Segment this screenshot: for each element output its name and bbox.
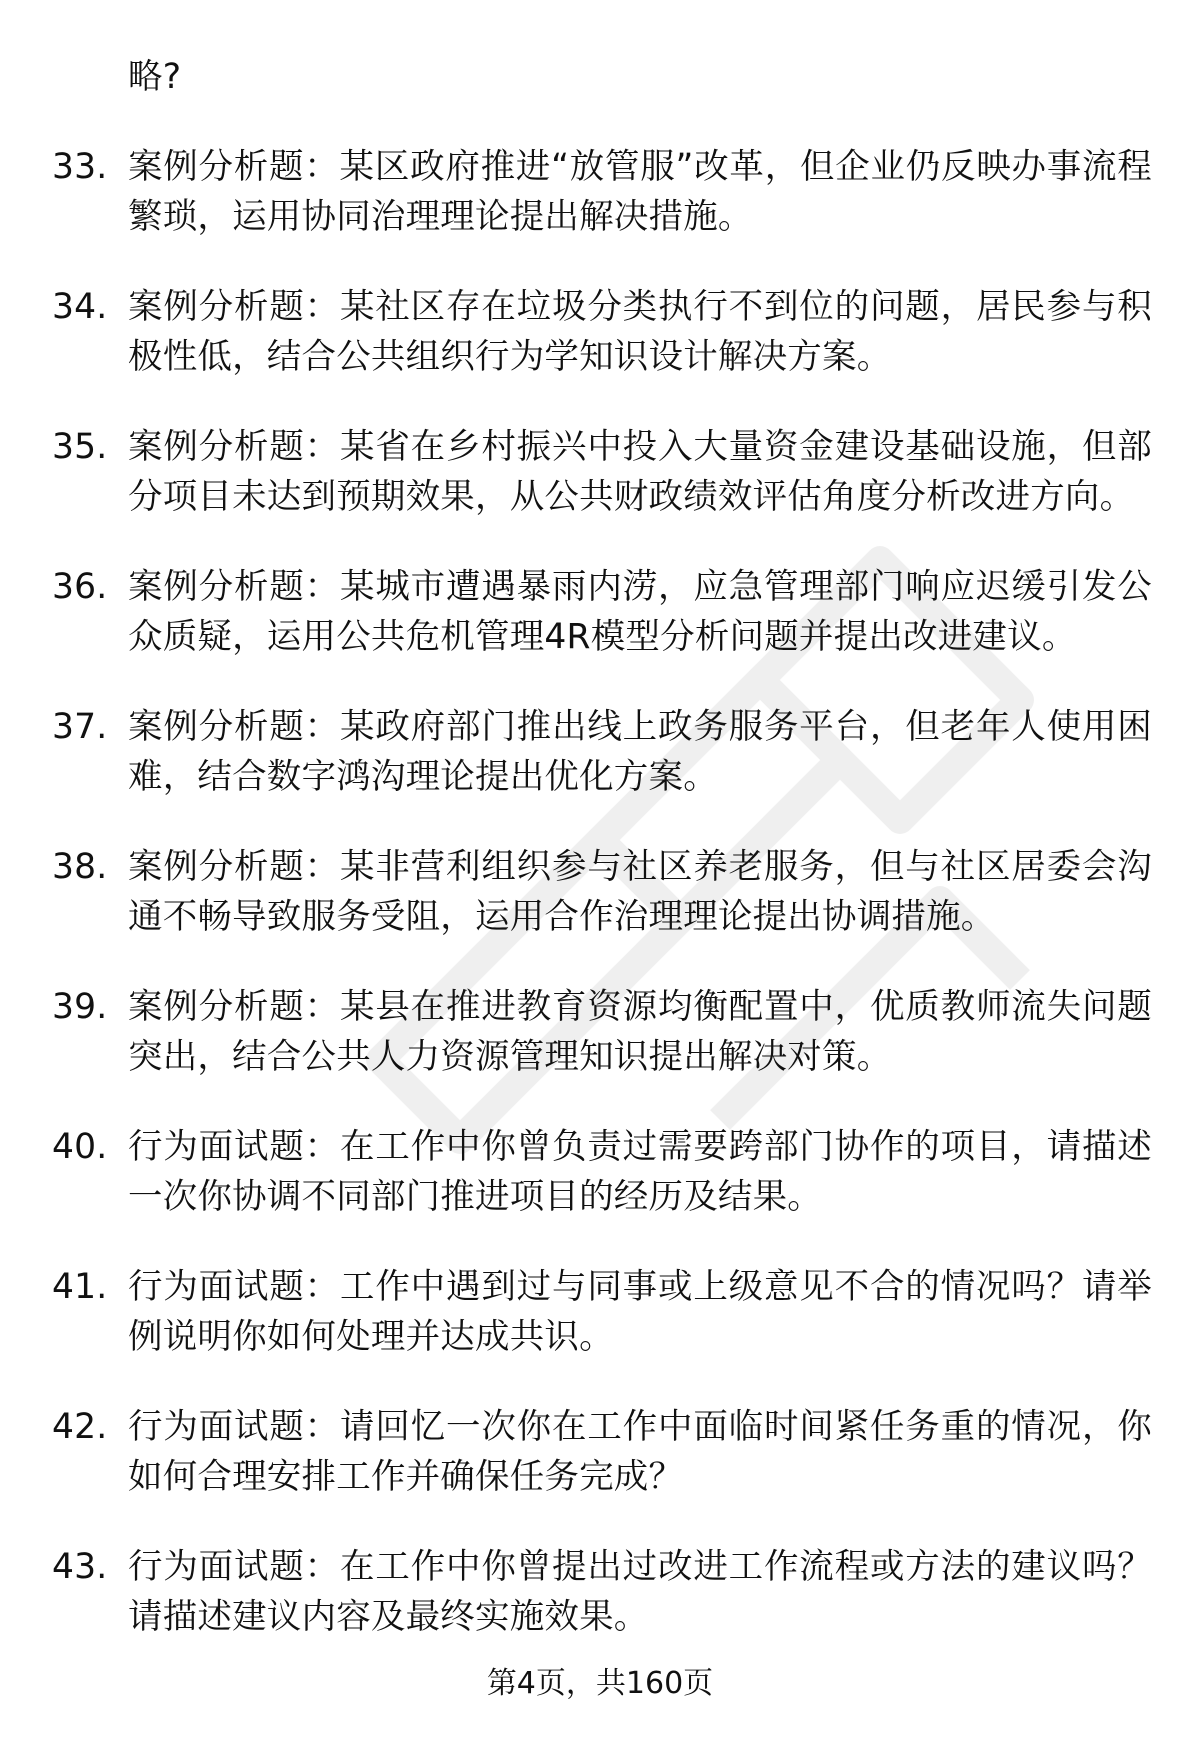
list-item	[52, 282, 1152, 382]
list-item	[52, 142, 1152, 242]
question-number: 36.	[52, 567, 108, 607]
list-item	[52, 422, 1152, 522]
list-item	[52, 1122, 1152, 1222]
question-text: 案例分析题：某省在乡村振兴中投入大量资金建设基础设施，但部分项目未达到预期效果，从公共财政绩效评估角度分析改进方向。	[128, 427, 1152, 517]
list-item	[52, 562, 1152, 662]
question-number: 41.	[52, 1267, 108, 1307]
question-number: 38.	[52, 847, 108, 887]
question-number: 39.	[52, 987, 108, 1027]
question-number: 43.	[52, 1547, 108, 1587]
question-text: 案例分析题：某政府部门推出线上政务服务平台，但老年人使用困难，结合数字鸿沟理论提出优化方案。	[128, 707, 1152, 797]
question-list	[52, 52, 1152, 1682]
continuation-line	[52, 52, 1152, 102]
question-text: 案例分析题：某区政府推进“放管服”改革，但企业仍反映办事流程繁琐，运用协同治理理论提出解决措施。	[128, 147, 1152, 237]
question-number: 42.	[52, 1407, 108, 1447]
list-item	[52, 1402, 1152, 1502]
question-text: 行为面试题：在工作中你曾提出过改进工作流程或方法的建议吗？请描述建议内容及最终实施效果。	[128, 1547, 1152, 1637]
question-text: 行为面试题：在工作中你曾负责过需要跨部门协作的项目，请描述一次你协调不同部门推进项目的经历及结果。	[128, 1127, 1152, 1217]
list-item	[52, 982, 1152, 1082]
list-item	[52, 702, 1152, 802]
question-number: 37.	[52, 707, 108, 747]
question-text: 行为面试题：工作中遇到过与同事或上级意见不合的情况吗？请举例说明你如何处理并达成共识。	[128, 1267, 1152, 1357]
question-number: 33.	[52, 147, 108, 187]
question-number: 34.	[52, 287, 108, 327]
list-item	[52, 842, 1152, 942]
question-text: 行为面试题：请回忆一次你在工作中面临时间紧任务重的情况，你如何合理安排工作并确保任务完成？	[128, 1407, 1152, 1497]
question-text: 案例分析题：某县在推进教育资源均衡配置中，优质教师流失问题突出，结合公共人力资源管理知识提出解决对策。	[128, 987, 1152, 1077]
continuation-text: 略?	[128, 57, 182, 97]
list-item	[52, 1262, 1152, 1362]
question-text: 案例分析题：某社区存在垃圾分类执行不到位的问题，居民参与积极性低，结合公共组织行为学知识设计解决方案。	[128, 287, 1152, 377]
list-item	[52, 1542, 1152, 1642]
question-number: 40.	[52, 1127, 108, 1167]
question-text: 案例分析题：某城市遭遇暴雨内涝，应急管理部门响应迟缓引发公众质疑，运用公共危机管理4R模型分析问题并提出改进建议。	[128, 567, 1152, 657]
question-text: 案例分析题：某非营利组织参与社区养老服务，但与社区居委会沟通不畅导致服务受阻，运用合作治理理论提出协调措施。	[128, 847, 1152, 937]
question-number: 35.	[52, 427, 108, 467]
page-footer: 第4页，共160页	[486, 1666, 714, 1701]
